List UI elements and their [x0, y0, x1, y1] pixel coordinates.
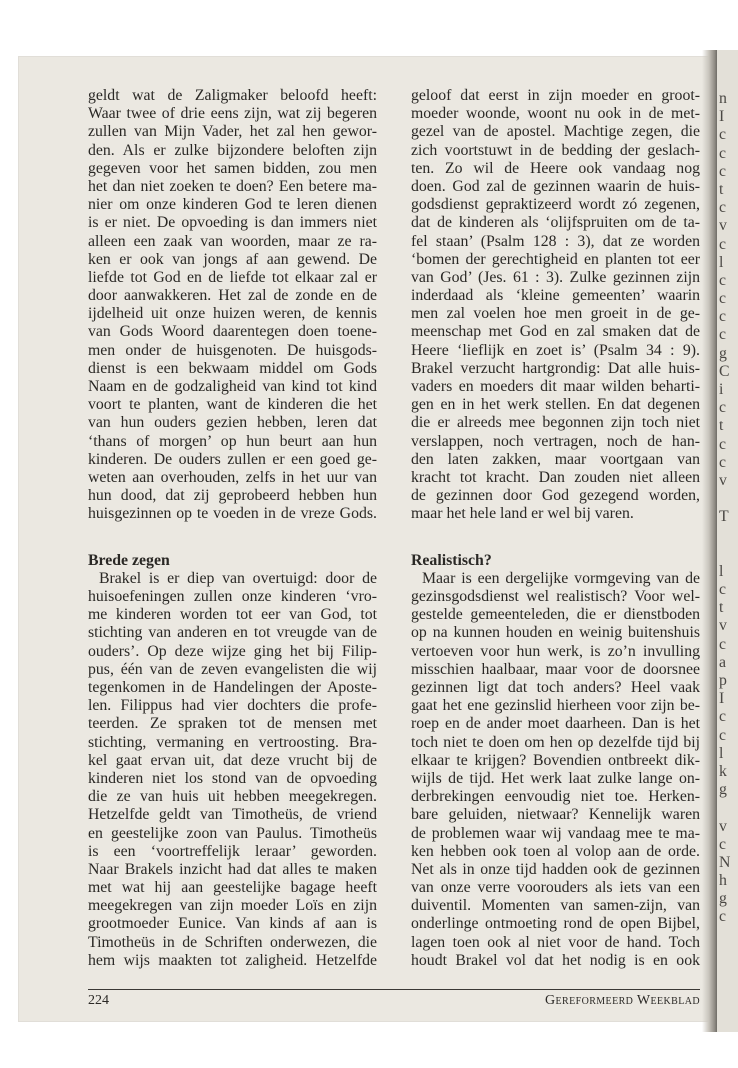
next-page-fragment: c [719, 635, 727, 653]
text-line: elkaar te krijgen? Bovendien ontbreekt dik- [411, 751, 700, 769]
text-line: huisoefeningen zullen onze kinderen ‘vro- [88, 588, 377, 606]
next-page-fragment: c [719, 453, 727, 471]
text-line: len. Filippus had vier dochters die profe- [88, 697, 377, 715]
next-page-fragment: C [719, 362, 730, 380]
text-line: men onder de huisgenoten. De huisgods- [88, 341, 377, 359]
text-line: kel gaat ervan uit, dat deze vrucht bij de [88, 751, 377, 769]
text-line: Heere ‘lieflijk en zoet is’ (Psalm 34 : 9). [411, 341, 700, 359]
next-page-fragment: N [719, 853, 731, 871]
text-line: godsdienst gepraktizeerd wordt zó zegenen, [411, 196, 700, 214]
page-number: 224 [88, 993, 109, 1008]
text-line: de problemen waar wij vandaag mee te ma- [411, 824, 700, 842]
text-line: kinderen. De ouders zullen er een goed ge- [88, 450, 377, 468]
continuation-text [88, 87, 377, 524]
text-line: op na kunnen houden en weinig buitenshuis [411, 624, 700, 642]
next-page-fragment: v [719, 217, 727, 235]
text-line: die er alreeds mee begonnen zijn toch niet [411, 414, 700, 432]
next-page-fragment: c [719, 162, 727, 180]
text-line: inderdaad als ‘kleine gemeenten’ waarin [411, 287, 700, 305]
text-line: geloof dat eerst in zijn moeder en groot- [411, 87, 700, 104]
next-page-fragment: I [719, 690, 725, 708]
text-line: gestelde gemeenteleden, die er dienstboden [411, 606, 700, 624]
section-heading: Realistisch? [411, 551, 492, 569]
text-line: van God’ (Jes. 61 : 3). Zulke gezinnen zijn [411, 268, 700, 286]
text-line: liefde tot God en de liefde tot elkaar zal er [88, 268, 377, 286]
text-line: vertoeven voor hun werk, is zo’n invulling [411, 642, 700, 660]
next-page-fragment: p [719, 672, 727, 689]
text-line: ten. Zo wil de Heere ook vandaag nog [411, 159, 700, 177]
text-line: duiventil. Momenten van samen-zijn, van [411, 897, 700, 915]
next-page-fragment: c [719, 271, 727, 289]
text-line: gen en in het werk stellen. En dat degenen [411, 396, 700, 414]
text-line: zullen van Mijn Vader, het zal hen gewor- [88, 123, 377, 141]
text-line: vaders en moeders dit maar wilden beharti- [411, 378, 700, 395]
text-line: alleen een zaak van woorden, maar ze ra- [88, 232, 377, 250]
text-line: teerden. Ze spraken tot de mensen met [88, 715, 377, 733]
next-page-fragment: l [719, 562, 724, 580]
text-line: nier om onze kinderen God te leren dienen [88, 196, 377, 214]
text-line: van hun ouders gezien hebben, leren dat [88, 414, 377, 432]
next-page-fragment: v [719, 817, 727, 835]
text-line: den laten zakken, maar voortgaan van [411, 450, 700, 468]
next-page-fragment: c [719, 581, 727, 599]
text-line: meenschap met God en zal smaken dat de [411, 323, 700, 341]
next-page-fragment: c [719, 908, 727, 926]
section-heading: Brede zegen [88, 551, 170, 569]
next-page-fragment [719, 799, 730, 817]
text-line: Hetzelfde geldt van Timotheüs, de vriend [88, 806, 377, 824]
next-page-fragment: c [719, 835, 727, 853]
text-line: weten aan overhouden, zelfs in het uur van [88, 468, 377, 486]
next-page-fragment: t [719, 599, 724, 617]
next-page-fragment: I [719, 108, 725, 126]
text-line: Brakel is er diep van overtuigd: door de [99, 569, 377, 587]
next-page-fragment: c [719, 726, 727, 744]
next-page-fragment: c [719, 290, 727, 308]
text-line: geldt wat de Zaligmaker beloofd heeft: [88, 87, 377, 104]
text-line: wijls de tijd. Het werk laat zulke lange on- [411, 769, 700, 787]
next-page-fragment: c [719, 235, 727, 253]
next-page-fragment: g [719, 890, 727, 908]
next-page-fragment [719, 490, 730, 508]
next-page-fragment: c [719, 308, 727, 326]
text-line: de gezinnen door God gezegend worden, [411, 487, 700, 505]
next-page-fragment [719, 527, 730, 545]
text-line: gezinnen ligt dat toch anders? Heel vaak [411, 679, 700, 696]
text-line: roep en de ander moet daarheen. Dan is het [411, 715, 700, 733]
text-line: houdt Brakel vol dat het nodig is en ook [411, 951, 700, 969]
section-text [411, 570, 700, 970]
text-line: toch niet te doen om hen op dezelfde tijd bij [411, 733, 700, 751]
continuation-text [411, 87, 700, 524]
text-line: Net als in onze tijd hadden ook de gezinnen [411, 860, 700, 878]
text-line: dienst is een bekwaam middel om Gods [88, 359, 377, 377]
next-page-fragment: c [719, 199, 727, 217]
next-page-fragments [719, 90, 730, 927]
text-line: hem wijs maakten tot zaligheid. Hetzelfde [88, 951, 377, 969]
left-column [88, 87, 377, 970]
text-line: gezinsgodsdienst wel realistisch? Voor wel- [411, 588, 700, 606]
right-column [411, 87, 700, 970]
next-page-fragment: l [719, 744, 724, 762]
next-page-fragment: T [719, 508, 729, 526]
text-line: misschien haalbaar, maar voor de doorsnee [411, 660, 700, 678]
next-page-fragment: h [719, 872, 727, 890]
text-line: me kinderen worden tot eer van God, tot [88, 606, 377, 624]
next-page-fragment: g [719, 344, 727, 362]
next-page-fragment: t [719, 417, 724, 435]
next-page-fragment [719, 545, 730, 563]
text-line: grootmoeder Eunice. Van kinds af aan is [88, 915, 377, 933]
text-line: van Gods Woord daarentegen doen toene- [88, 323, 377, 341]
next-page-fragment: c [719, 326, 727, 344]
text-line: ‘bomen der gerechtigheid en planten tot eer [411, 250, 700, 268]
text-line: ijdelheid uit onze huizen weren, de kennis [88, 305, 377, 323]
text-line: Maar is een dergelijke vormgeving van de [422, 569, 700, 587]
text-line: Waar twee of drie eens zijn, wat zij begeren [88, 105, 377, 123]
text-line: lagen toen ook al niet voor de hand. Toch [411, 933, 700, 951]
next-page-fragment: a [719, 653, 727, 671]
text-line: dat de kinderen als ‘olijfspruiten om de ta- [411, 214, 700, 232]
text-line: bare geluiden, nietwaar? Kennelijk waren [411, 806, 700, 824]
footer-rule [88, 989, 700, 990]
next-page-fragment: k [719, 762, 727, 780]
next-page-fragment: c [719, 708, 727, 726]
text-line: gezel van de apostel. Machtige zegen, die [411, 123, 700, 141]
next-page-fragment: c [719, 435, 727, 453]
next-page-fragment: c [719, 126, 727, 144]
text-line: maar het hele land er wel bij varen. [411, 505, 634, 523]
text-line: voort te planten, want de kinderen die het [88, 396, 377, 414]
text-line: ‘thans of morgen’ op hun beurt aan hun [88, 432, 377, 450]
text-line: is een ‘voortreffelijk leraar’ geworden. [88, 842, 377, 860]
text-line: gaat het ene gezinslid hierheen voor zijn be- [411, 697, 700, 715]
next-page-fragment: v [719, 617, 727, 635]
next-page-fragment: t [719, 180, 724, 198]
next-page-fragment: c [719, 399, 727, 417]
next-page-fragment: n [719, 90, 727, 107]
text-line: huisgezinnen op te voeden in de vreze Gods. [88, 505, 377, 523]
text-line: men zal voelen hoe men groeit in de ge- [411, 305, 700, 323]
text-line: en geestelijke zoon van Paulus. Timotheüs [88, 824, 377, 842]
text-line: onderlinge ontmoeting rond de open Bijbel, [411, 915, 700, 933]
page-gutter [702, 50, 717, 1032]
text-line: fel staan’ (Psalm 128 : 3), dat ze worden [411, 232, 700, 250]
text-line: derbrekingen eenvoudig niet toe. Herken- [411, 788, 700, 806]
text-line: den. Als er zulke bijzondere beloften zijn [88, 141, 377, 159]
text-line: Brakel verzucht hartgrondig: Dat alle huis- [411, 359, 700, 377]
text-line: Naam en de godzaligheid van kind tot kind [88, 378, 377, 395]
text-line: hun dood, dat zij geprobeerd hebben hun [88, 487, 377, 505]
text-line: pus, één van de zeven evangelisten die wij [88, 660, 377, 678]
text-line: het dan niet zoeken te doen? Een betere ma- [88, 177, 377, 195]
text-line: door aanwakkeren. Het zal de zonde en de [88, 287, 377, 305]
text-line: Timotheüs in de Schriften onderwezen, die [88, 933, 377, 951]
text-line: verslappen, noch vertragen, noch de han- [411, 432, 700, 450]
next-page-fragment: l [719, 253, 724, 271]
text-line: Naar Brakels inzicht had dat alles te maken [88, 860, 377, 878]
text-line: kinderen niet los stond van de opvoeding [88, 769, 377, 787]
text-line: tegenkomen in de Handelingen der Aposte- [88, 679, 377, 696]
section-text [88, 570, 377, 970]
next-page-fragment: v [719, 471, 727, 489]
text-line: met wat hij aan geestelijke bagage heeft [88, 879, 377, 897]
text-line: ouders’. Op deze wijze ging het bij Filip- [88, 642, 377, 660]
text-line: zich voortstuwt in de bedding der geslach- [411, 141, 700, 159]
text-line: is er niet. De opvoeding is dan immers niet [88, 214, 377, 232]
text-line: stichting, vermaning en vertroosting. Bra- [88, 733, 377, 751]
publication-name: Gereformeerd Weekblad [545, 993, 700, 1008]
text-line: gegeven voor het samen bidden, zou men [88, 159, 377, 177]
text-line: doen. God zal de gezinnen waarin de huis- [411, 177, 700, 195]
text-line: die ze van huis uit hebben meegekregen. [88, 788, 377, 806]
text-line: stichting van anderen en tot vreugde van de [88, 624, 377, 642]
text-line: meegekregen van zijn moeder Loïs en zijn [88, 897, 377, 915]
text-line: kracht tot kracht. Dan zouden niet alleen [411, 468, 700, 486]
text-line: ken hebben ook toen al volop aan de orde. [411, 842, 700, 860]
text-line: moeder woonde, woont nu ook in de met- [411, 105, 700, 123]
text-line: van onze verre voorouders als iets van een [411, 879, 700, 897]
next-page-fragment: c [719, 144, 727, 162]
next-page-edge [717, 50, 738, 1032]
next-page-fragment: g [719, 781, 727, 799]
text-line: ken er ook van jongs af aan gewend. De [88, 250, 377, 268]
next-page-fragment: i [719, 381, 724, 398]
